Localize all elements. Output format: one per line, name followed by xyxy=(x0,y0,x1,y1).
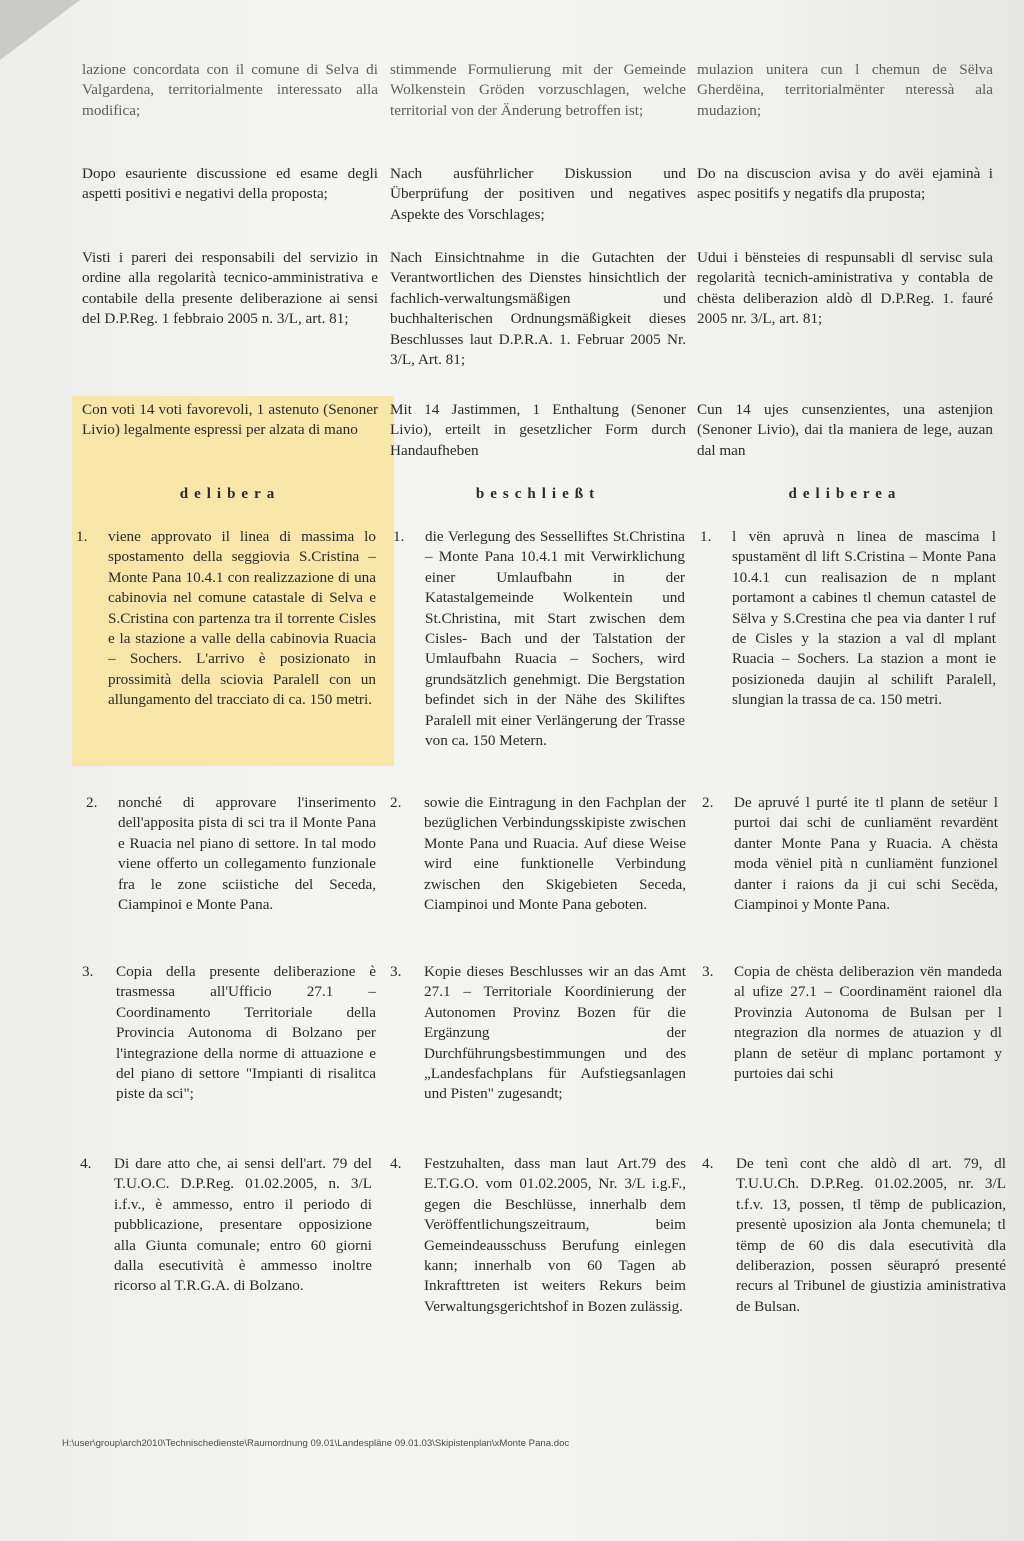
intro-german: stimmende Formulierung mit der Gemeinde Wolkenstein Gröden vorzuschlagen, welche territorial von der Änderung betroffen ist; xyxy=(390,61,686,119)
item-text: viene approvato il linea di massima lo spostamento della seggiovia S.Cristina – Monte Pana 10.4.1 con realizzazione di una cabinovia nel comune catastale di Selva e S.Cristina con partenza tra il torrente Cisles e la stazione a valle della cabinovia Ruacia – Sochers. L'arrivo è posizionato in prossimità della sciovia Paralell con un allungamento del tracciato di ca. 150 metri. xyxy=(108,528,376,709)
item-text: Festzuhalten, dass man laut Art.79 des E.T.G.O. vom 01.02.2005, Nr. 3/L i.g.F., gegen die Beschlüsse, innerhalb dem Veröffentlichungszeitraum, beim Gemeindeausschuss Berufung einlegen kann; innerhalb von 60 Tagen ab Inkrafttreten ist weiters Rekurs beim Verwaltungsgerichtshof in Bozen zulässig. xyxy=(424,1155,686,1315)
item-text: die Verlegung des Sesselliftes St.Christina – Monte Pana 10.4.1 mit Verwirklichung einer Umlaufbahn in der Katastalgemeinde Wolkentein und St.Christina, mit Start zwischen dem Cisles- Bach und der Talstation der Umlaufbahn Ruacia – Sochers, wird grundsätzlich genehmigt. Die Bergstation befindet sich in der Nähe des Skiliftes Paralell mit einer Verlängerung der Trasse von ca. 150 Metern. xyxy=(425,528,685,750)
opinions-ladin: Udui i bënsteies di respunsabli dl servisc sula regolarità tecnich-aministrativa y contabla de chësta deliberazion aldò dl D.P.Reg. 1. fauré 2005 nr. 3/L, art. 81; xyxy=(697,249,993,328)
item-text: nonché di approvare l'inserimento dell'apposita pista di sci tra il Monte Pana e Ruacia nel piano di settore. In tal modo viene offerto un collegamento funzionale fra le zone sciistiche del Seceda, Ciampinoi e Monte Pana. xyxy=(118,794,376,914)
item-number: 1. xyxy=(76,528,88,545)
discussion-german: Nach ausführlicher Diskussion und Überprüfung der positiven und negatives Aspekte des Vorschlages; xyxy=(390,165,686,223)
opinions-italian: Visti i pareri dei responsabili del servizio in ordine alla regolarità tecnico-amministrativa e contabile della presente deliberazione ai sensi del D.P.Reg. 1 febbraio 2005 n. 3/L, art. 81; xyxy=(82,249,378,328)
item-number: 3. xyxy=(702,963,714,980)
item-number: 4. xyxy=(80,1155,92,1172)
item-text: sowie die Eintragung in den Fachplan der bezüglichen Verbindungsskipiste zwischen Monte Pana und Ruacia. Auf diese Weise wird eine funktionelle Verbindung zwischen den Skigebieten Seceda, Ciampinoi und Monte Pana geboten. xyxy=(424,794,686,914)
item-number: 1. xyxy=(700,528,712,545)
intro-ladin: mulazion unitera cun l chemun de Sëlva Gherdëina, territorialmënter nteressà ala mudazion; xyxy=(697,61,993,119)
intro-italian: lazione concordata con il comune di Selva di Valgardena, territorialmente interessato alla modifica; xyxy=(82,61,378,119)
item-text: Copia de chësta deliberazion vën mandeda al ufize 27.1 – Coordinamënt raionel dla Provinzia Autonoma de Bulsan per l ntegrazion dla normes de atuazion y dl plann de setëur di mplanc portamont y purtoies dai schi xyxy=(734,963,1002,1083)
votes-italian: Con voti 14 voti favorevoli, 1 astenuto (Senoner Livio) legalmente espressi per alzata di mano xyxy=(82,401,378,439)
item-number: 3. xyxy=(390,963,402,980)
file-path-footer: H:\user\group\arch2010\Technischedienste\Raumordnung 09.01\Landespläne 09.01.03\Skipistenplan\xMonte Pana.doc xyxy=(62,1438,570,1449)
votes-german: Mit 14 Jastimmen, 1 Enthaltung (Senoner Livio), erteilt in gesetzlicher Form durch Handaufheben xyxy=(390,401,686,459)
heading-ladin: deliberea xyxy=(788,486,902,502)
discussion-italian: Dopo esauriente discussione ed esame degli aspetti positivi e negativi della proposta; xyxy=(82,165,378,203)
item-number: 2. xyxy=(702,794,714,811)
item-number: 1. xyxy=(393,528,405,545)
votes-ladin: Cun 14 ujes cunsenzientes, una astenjion (Senoner Livio), dai tla maniera de lege, auzan dal man xyxy=(697,401,993,459)
opinions-german: Nach Einsichtnahme in die Gutachten der Verantwortlichen des Dienstes hinsichtlich der fachlich-verwaltungsmäßigen und buchhalterischen Ordnungsmäßigkeit dieses Beschlusses laut D.P.R.A. 1. Februar 2005 Nr. 3/L, Art. 81; xyxy=(390,249,686,369)
item-text: De tenì cont che aldò dl art. 79, dl T.U.U.Ch. D.P.Reg. 01.02.2005, nr. 3/L t.f.v. 13, possen, tl tëmp de publicazion, presentè uposizion ala Jonta chemunela; tl tëmp de 60 dis dala esecutività dla deliberazion, possen sëurapró presenté recurs al Tribunel de giustizia aministrativa de Bulsan. xyxy=(736,1155,1006,1315)
discussion-ladin: Do na discuscion avisa y do avëi ejaminà i aspec positifs y negatifs dla pruposta; xyxy=(697,165,993,203)
item-text: l vën apruvà n linea de mascima l spustamënt dl lift S.Cristina – Monte Pana 10.4.1 cun realisazion de n mplant portamont a cabines tl chemun catastel de Sëlva y S.Crestina che pea via danter l ruf de Cisles y la stazion a val dl mplant Ruacia – Sochers. La stazion a mont ie posizioneda daujin al schilift Paralell, slungian la trassa de ca. 150 metri. xyxy=(732,528,996,709)
item-number: 4. xyxy=(390,1155,402,1172)
heading-italian: delibera xyxy=(179,486,281,502)
item-number: 3. xyxy=(82,963,94,980)
item-text: Kopie dieses Beschlusses wir an das Amt 27.1 – Territoriale Koordinierung der Autonomen Provinz Bozen für die Ergänzung der Durchführungsbestimmungen und des „Landesfachplans für Aufstiegsanlagen und Pisten" zugesandt; xyxy=(424,963,686,1103)
item-text: Copia della presente deliberazione è trasmessa all'Ufficio 27.1 – Coordinamento Territoriale della Provincia Autonoma di Bolzano per l'integrazione della norme di attuazione e del piano di settore "Impianti di risalitca piste da sci"; xyxy=(116,963,376,1103)
item-number: 4. xyxy=(702,1155,714,1172)
item-number: 2. xyxy=(390,794,402,811)
item-text: Di dare atto che, ai sensi dell'art. 79 del T.U.O.C. D.P.Reg. 01.02.2005, n. 3/L i.f.v., è ammesso, entro il periodo di pubblicazione, presentare opposizione alla Giunta comunale; entro 60 giorni dalla esecutività è ammesso inoltre ricorso al T.R.G.A. di Bolzano. xyxy=(114,1155,372,1295)
page-corner-shadow xyxy=(0,0,80,60)
item-text: De apruvé l purté ite tl plann de setëur l purtoi dai schi de cunliamënt revardënt danter Monte Pana y Ruacia. A chësta moda vëniel pità n cunliamënt funzionel danter i raions da ji cui schi Secëda, Ciampinoi y Monte Pana. xyxy=(734,794,998,914)
heading-german: beschließt xyxy=(475,486,601,502)
item-number: 2. xyxy=(86,794,98,811)
